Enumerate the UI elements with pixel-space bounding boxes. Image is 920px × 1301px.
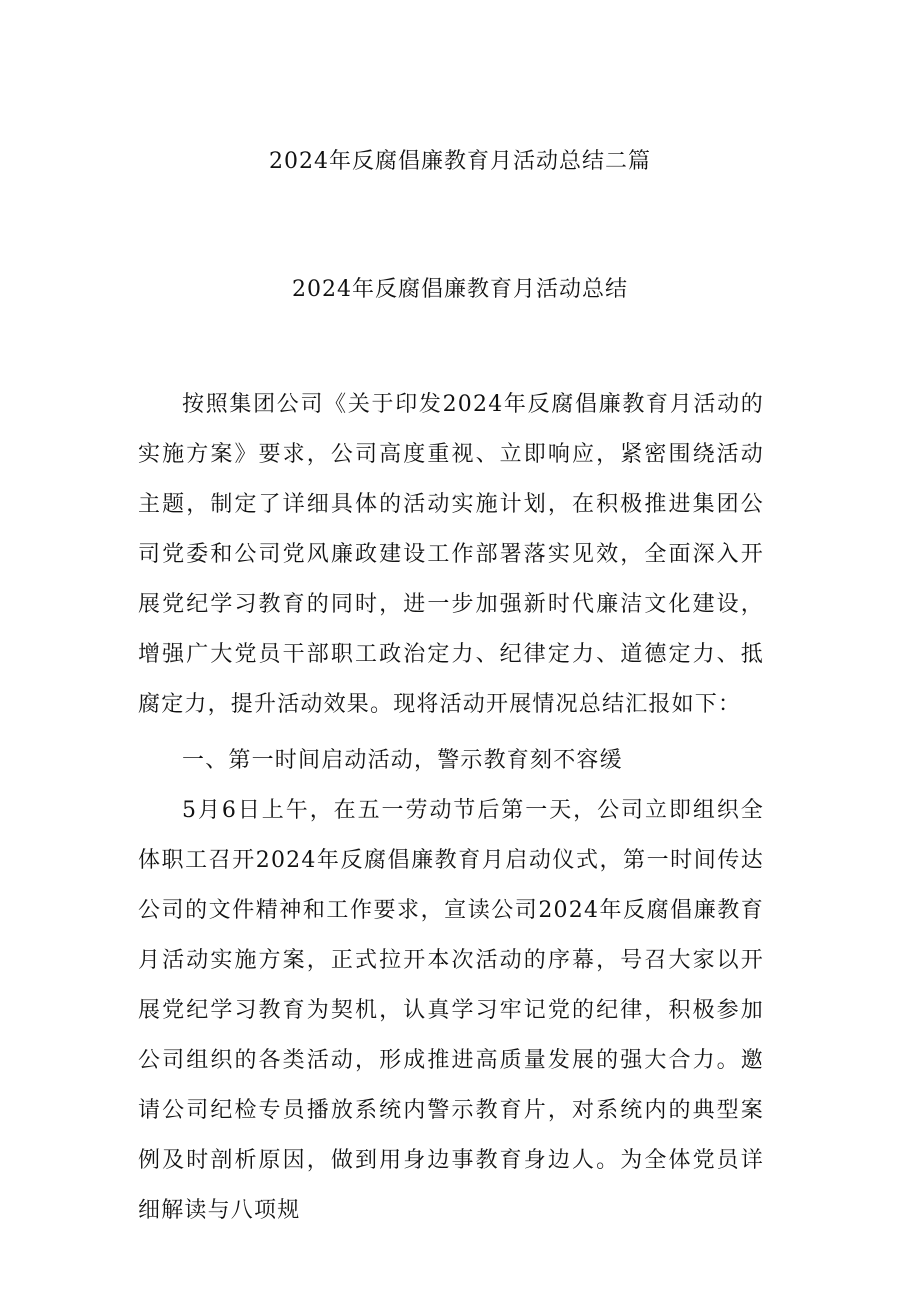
document-title: 2024年反腐倡廉教育月活动总结二篇	[269, 149, 651, 174]
document-body	[138, 380, 764, 1236]
paragraph-intro: 按照集团公司《关于印发2024年反腐倡廉教育月活动的实施方案》要求，公司高度重视、立即响应，紧密围绕活动主题，制定了详细具体的活动实施计划，在积极推进集团公司党委和公司党风廉政建设工作部署落实见效，全面深入开展党纪学习教育的同时，进一步加强新时代廉洁文化建设，增强广大党员干部职工政治定力、纪律定力、道德定力、抵腐定力，提升活动效果。现将活动开展情况总结汇报如下：	[138, 392, 764, 717]
document-subtitle: 2024年反腐倡廉教育月活动总结	[292, 277, 628, 302]
paragraph-section-1: 5月6日上午，在五一劳动节后第一天，公司立即组织全体职工召开2024年反腐倡廉教育月启动仪式，第一时间传达公司的文件精神和工作要求，宣读公司2024年反腐倡廉教育月活动实施方案，正式拉开本次活动的序幕，号召大家以开展党纪学习教育为契机，认真学习牢记党的纪律，积极参加公司组织的各类活动，形成推进高质量发展的强大合力。邀请公司纪检专员播放系统内警示教育片，对系统内的典型案例及时剖析原因，做到用身边事教育身边人。为全体党员详细解读与八项规	[138, 798, 764, 1223]
section-heading-1: 一、第一时间启动活动，警示教育刻不容缓	[182, 748, 623, 773]
